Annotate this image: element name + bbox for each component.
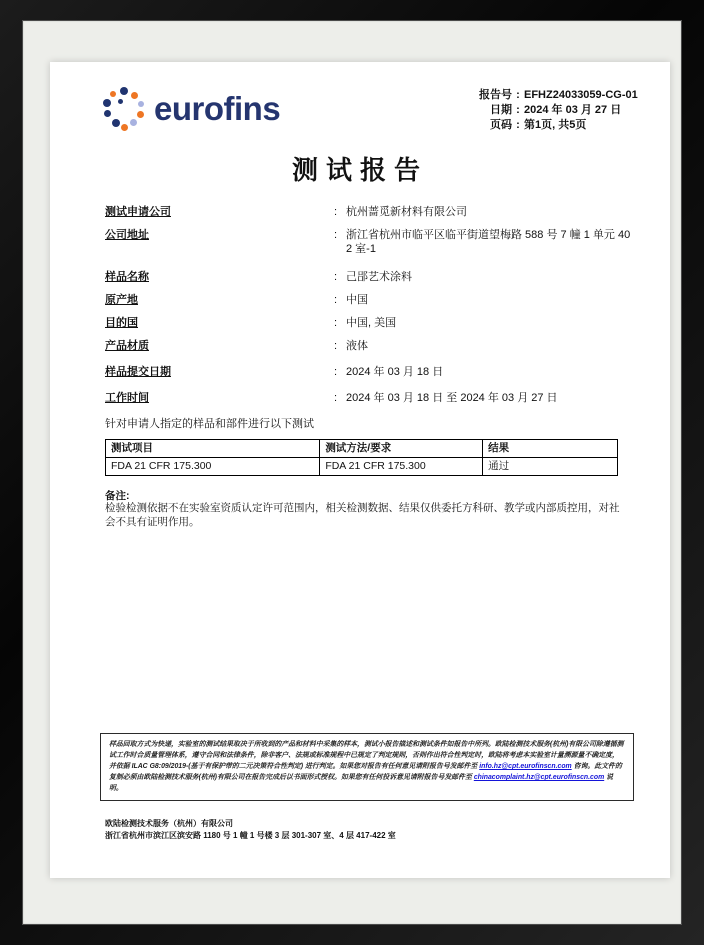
separator: : [334,206,338,218]
col-test-method: 测试方法/要求 [320,440,483,458]
field-product-material [105,339,645,353]
report-date-label: 日期 [490,104,512,116]
field-origin [105,293,645,307]
report-pagination-row [468,118,668,133]
separator: : [334,366,338,378]
report-meta [468,88,668,133]
table-row [106,458,618,476]
col-test-item: 测试项目 [106,440,320,458]
contact-email-link[interactable]: info.hz@cpt.eurofinscn.com [479,763,572,771]
separator: : [516,104,520,116]
separator: : [334,271,338,283]
cell-test-item: FDA 21 CFR 175.300 [106,458,320,476]
report-number-row [468,88,668,103]
field-label: 产品材质 [105,340,149,352]
disclaimer-box [100,733,634,801]
test-results-table [105,439,618,476]
test-intro-line: 针对申请人指定的样品和部件进行以下测试 [105,418,314,430]
separator: : [334,392,338,404]
field-label: 目的国 [105,317,138,329]
eurofins-logo [102,84,280,132]
separator: : [516,89,520,101]
brand-name: eurofins [154,89,281,127]
field-value: 己郘艺术涂料 [346,271,412,283]
report-number-value: EFHZ24033059-CG-01 [524,89,638,101]
field-label: 测试申请公司 [105,206,171,218]
separator: : [516,119,520,131]
field-value: 液体 [346,340,368,352]
separator: : [334,317,338,329]
disclaimer-text-2: 咨询。此文件的复制必须由欧陆检测技术服务(杭州)有限公司在报告完成后以书面形式授权。如果您有任何投诉意见请附报告号发邮件至 [109,763,622,782]
field-working-period [105,391,645,405]
field-value: 浙江省杭州市临平区临平街道望梅路 588 号 7 幢 1 单元 402 室-1 [346,229,631,255]
field-label: 原产地 [105,294,138,306]
remarks-label: 备注: [105,490,130,502]
separator: : [334,340,338,352]
cell-result: 通过 [483,458,618,476]
report-date-value: 2024 年 03 月 27 日 [524,104,622,116]
field-company-address [105,228,645,256]
separator: : [334,294,338,306]
field-sample-name [105,270,645,284]
field-value: 杭州蔷觅新材料有限公司 [346,206,467,218]
eurofins-dots-icon [102,84,146,132]
field-label: 样品提交日期 [105,366,171,378]
cell-test-method: FDA 21 CFR 175.300 [320,458,483,476]
page-title: 测试报告 [291,155,428,185]
disclaimer-text-3: 说明。 [109,774,614,793]
field-value: 中国, 美国 [346,317,397,329]
table-header-row [106,440,618,458]
field-sample-received-date [105,365,645,379]
field-label: 公司地址 [105,229,149,241]
report-pagination-label: 页码 [490,119,512,131]
field-label: 样品名称 [105,271,149,283]
report-number-label: 报告号 [479,89,512,101]
report-page [50,62,670,878]
field-value: 中国 [346,294,368,306]
lab-address: 浙江省杭州市滨江区滨安路 1180 号 1 幢 1 号楼 3 层 301-307 室、4 层 417-422 室 [105,831,396,840]
report-pagination-value: 第1页, 共5页 [524,119,587,131]
report-date-row [468,103,668,118]
complaint-email-link[interactable]: chinacomplaint.hz@cpt.eurofinscn.com [473,774,605,782]
field-value: 2024 年 03 月 18 日 至 2024 年 03 月 27 日 [346,392,558,404]
field-label: 工作时间 [105,392,149,404]
col-result: 结果 [483,440,618,458]
lab-footer [105,818,396,842]
lab-company-name: 欧陆检测技术服务（杭州）有限公司 [105,819,233,828]
field-applicant-company [105,205,645,219]
field-value: 2024 年 03 月 18 日 [346,366,444,378]
field-destination-country [105,316,645,330]
separator: : [334,229,338,241]
remarks-text: 检验检测依据不在实验室资质认定许可范围内，相关检测数据、结果仅供委托方科研、教学或内部质控用，对社会不具有证明作用。 [105,502,620,528]
disclaimer-text-1: 样品回取方式为快递，实验室的测试结果取决于所收到的产品和材料中采集的样本，测试小报告描述和测试条件如报告中所列。欧陆检测技术服务(杭州)有限公司除遵循测试工作时合质量管理体系，遵守合同和法律条件，除非客户、法规或标准规程中已规定了判定规则，否则作出符合性判定时，欧陆将考虑本实验室计量溯源量不确定度，并依据 ILAC G8:09/2019-(基于有保护带的二元决策符合性判定) 进行判定。如果您对报告有任何意见请附报告号发邮件至 [109,741,624,771]
